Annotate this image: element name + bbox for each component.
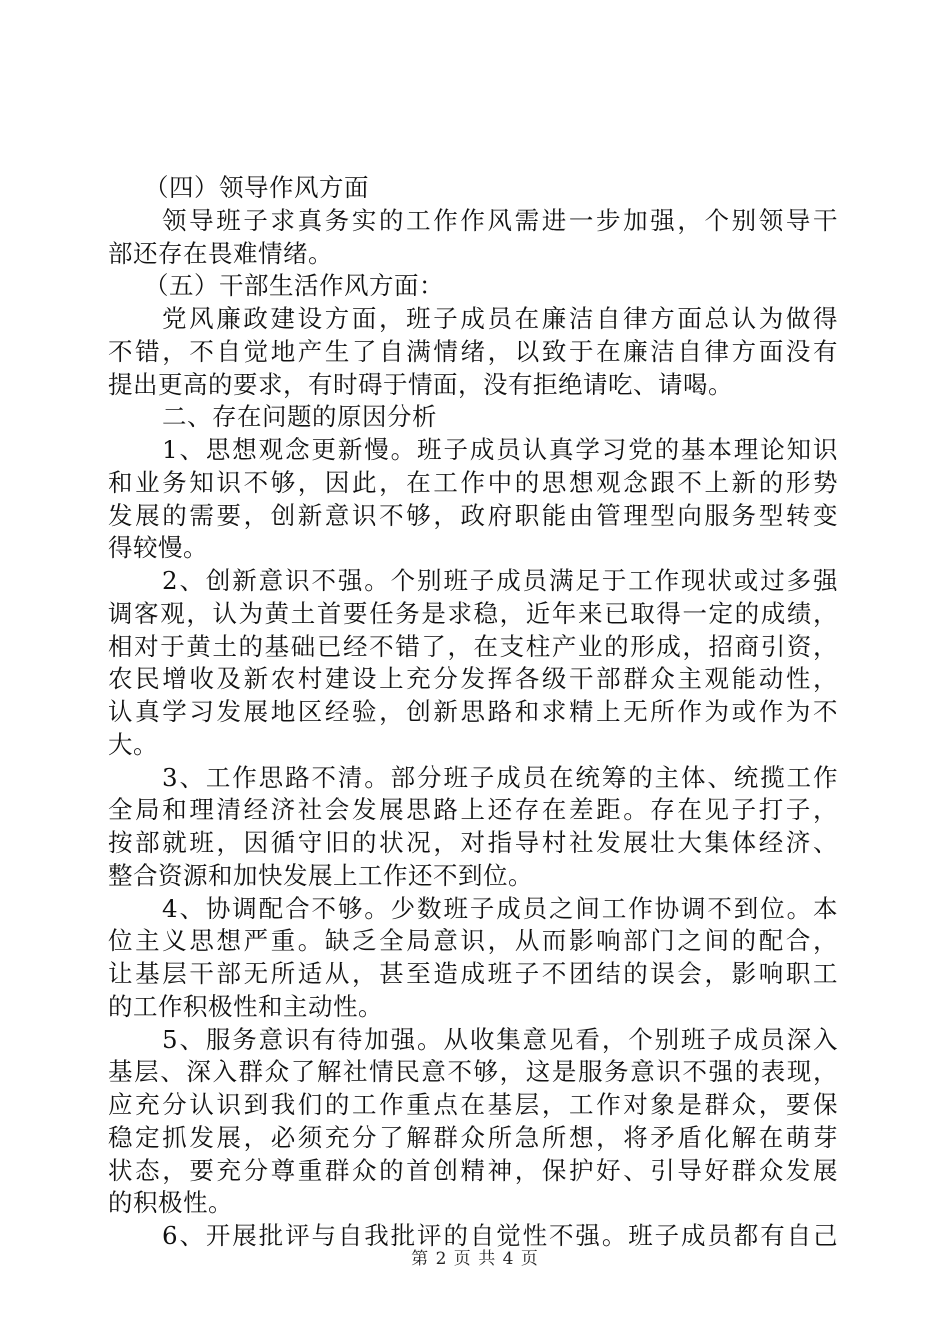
text-line: 的工作积极性和主动性。 [108,991,383,1021]
text-line: 基层、深入群众了解社情民意不够，这是服务意识不强的表现， [108,1057,838,1087]
text-line: 的积极性。 [108,1188,233,1218]
text-line: 6、开展批评与自我批评的自觉性不强。班子成员都有自己 [162,1221,838,1250]
text-line: 应充分认识到我们的工作重点在基层，工作对象是群众，要保 [108,1090,838,1119]
text-line: 4、协调配合不够。少数班子成员之间工作协调不到位。本 [162,893,838,923]
text-line: 不错，不自觉地产生了自满情绪，以致于在廉洁自律方面没有 [108,336,838,366]
text-line: 整合资源和加快发展上工作还不到位。 [108,860,533,890]
text-line: 让基层干部无所适从，甚至造成班子不团结的误会，影响职工 [108,959,838,988]
text-line: 提出更高的要求，有时碍于情面，没有拒绝请吃、请喝。 [108,369,733,399]
document-body [108,172,838,1253]
text-line: 1、思想观念更新慢。班子成员认真学习党的基本理论知识 [162,435,838,464]
text-line: 2、创新意识不强。个别班子成员满足于工作现状或过多强 [162,566,838,595]
text-line: 和业务知识不够，因此，在工作中的思想观念跟不上新的形势 [108,467,838,497]
text-line: 农民增收及新农村建设上充分发挥各级干部群众主观能动性， [108,664,838,694]
text-line: 3、工作思路不清。部分班子成员在统筹的主体、统揽工作 [162,762,838,792]
text-line: 领导班子求真务实的工作作风需进一步加强，个别领导干 [162,205,838,235]
text-line: 状态，要充分尊重群众的首创精神，保护好、引导好群众发展 [108,1155,838,1185]
text-line: 稳定抓发展，必须充分了解群众所急所想，将矛盾化解在萌芽 [108,1122,838,1152]
text-line: 发展的需要，创新意识不够，政府职能由管理型向服务型转变 [108,500,838,530]
text-line: 按部就班，因循守旧的状况，对指导村社发展壮大集体经济、 [108,828,838,857]
text-line: 认真学习发展地区经验，创新思路和求精上无所作为或作为不 [108,697,838,726]
page-footer: 第 2 页 共 4 页 [411,1249,539,1269]
text-line: （四）领导作风方面 [144,173,369,202]
text-line: 位主义思想严重。缺乏全局意识，从而影响部门之间的配合， [108,926,838,956]
text-line: （五）干部生活作风方面： [144,271,444,301]
text-line: 部还存在畏难情绪。 [108,238,333,268]
text-line: 5、服务意识有待加强。从收集意见看，个别班子成员深入 [162,1024,838,1054]
text-line: 全局和理清经济社会发展思路上还存在差距。存在见子打子， [108,795,838,825]
text-line: 党风廉政建设方面，班子成员在廉洁自律方面总认为做得 [162,304,838,333]
text-line: 二、存在问题的原因分析 [162,402,437,432]
text-line: 调客观，认为黄土首要任务是求稳，近年来已取得一定的成绩， [108,598,838,628]
text-line: 相对于黄土的基础已经不错了，在支柱产业的形成，招商引资， [108,631,838,661]
text-line: 大。 [108,729,158,759]
text-line: 得较慢。 [108,533,208,563]
